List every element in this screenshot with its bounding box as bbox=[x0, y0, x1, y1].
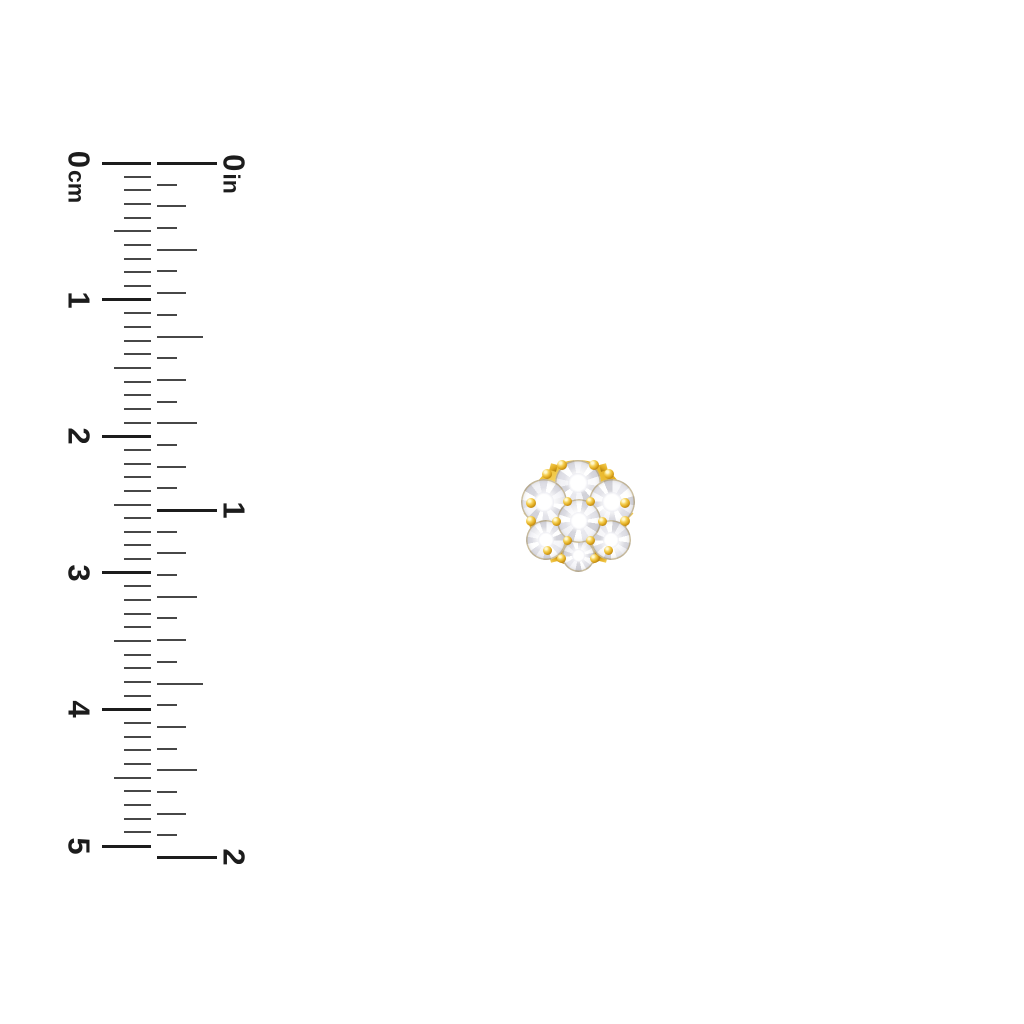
cm-tick bbox=[124, 463, 151, 465]
cm-tick bbox=[124, 558, 151, 560]
inch-tick bbox=[157, 856, 217, 859]
cm-tick bbox=[124, 722, 151, 724]
inch-unit-label: in bbox=[218, 173, 245, 194]
inch-tick bbox=[157, 379, 186, 381]
cm-tick bbox=[124, 613, 151, 615]
cm-tick bbox=[124, 203, 151, 205]
cm-tick bbox=[124, 449, 151, 451]
inch-tick bbox=[157, 205, 186, 207]
cm-label-0 bbox=[61, 150, 97, 204]
gold-bead-inner bbox=[563, 497, 572, 506]
cm-tick bbox=[124, 667, 151, 669]
cm-tick bbox=[124, 818, 151, 820]
cm-tick bbox=[124, 217, 151, 219]
cm-tick bbox=[124, 695, 151, 697]
inch-tick bbox=[157, 509, 217, 512]
cm-tick bbox=[124, 804, 151, 806]
inch-tick bbox=[157, 748, 177, 750]
cm-label-text: 0 bbox=[61, 150, 97, 168]
cm-tick bbox=[124, 749, 151, 751]
cm-tick bbox=[124, 258, 151, 260]
inch-tick bbox=[157, 357, 177, 359]
gold-bead-rim bbox=[557, 460, 567, 470]
cm-label-1 bbox=[61, 290, 97, 309]
gold-bead-rim bbox=[542, 469, 552, 479]
inch-tick bbox=[157, 726, 186, 728]
cm-tick bbox=[124, 490, 151, 492]
cm-label-text: 4 bbox=[61, 700, 97, 719]
inch-tick bbox=[157, 791, 177, 793]
inch-tick bbox=[157, 466, 186, 468]
inch-label-text: 1 bbox=[216, 501, 252, 519]
inch-tick bbox=[157, 184, 177, 186]
cm-tick bbox=[124, 585, 151, 587]
cm-tick bbox=[124, 626, 151, 628]
inch-tick bbox=[157, 444, 177, 446]
cm-tick bbox=[124, 681, 151, 683]
inch-label-1 bbox=[216, 501, 252, 519]
cm-label-4 bbox=[61, 700, 97, 719]
inch-tick bbox=[157, 661, 177, 663]
inch-tick bbox=[157, 531, 177, 533]
cm-label-2 bbox=[61, 427, 97, 445]
cm-tick bbox=[114, 777, 151, 779]
cm-label-text: 3 bbox=[61, 564, 97, 582]
cm-label-text: 2 bbox=[61, 427, 97, 445]
cm-tick bbox=[114, 504, 151, 506]
cm-tick bbox=[114, 230, 151, 232]
cm-tick bbox=[124, 599, 151, 601]
inch-tick bbox=[157, 227, 177, 229]
cm-unit-label: cm bbox=[63, 170, 90, 204]
inch-tick bbox=[157, 617, 177, 619]
cm-tick bbox=[102, 435, 151, 438]
cm-tick bbox=[102, 845, 151, 848]
inch-tick bbox=[157, 487, 177, 489]
inch-tick bbox=[157, 574, 177, 576]
inch-tick bbox=[157, 813, 186, 815]
inch-tick bbox=[157, 704, 177, 706]
cm-tick bbox=[124, 544, 151, 546]
gold-bead-inner bbox=[598, 517, 607, 526]
inch-label-2 bbox=[216, 848, 252, 866]
cm-tick bbox=[124, 394, 151, 396]
gold-bead-rim bbox=[543, 546, 552, 555]
cm-label-5 bbox=[61, 837, 97, 855]
inch-tick bbox=[157, 683, 203, 685]
inch-tick bbox=[157, 249, 197, 251]
cm-tick bbox=[102, 571, 151, 574]
gold-bead-rim bbox=[526, 498, 536, 508]
inch-tick bbox=[157, 639, 186, 641]
cm-tick bbox=[124, 340, 151, 342]
cm-tick bbox=[124, 408, 151, 410]
gold-bead-rim bbox=[604, 469, 614, 479]
cm-tick bbox=[124, 326, 151, 328]
cm-tick bbox=[114, 640, 151, 642]
cm-tick bbox=[102, 708, 151, 711]
inch-label-text: 2 bbox=[216, 848, 252, 866]
cm-tick bbox=[124, 763, 151, 765]
cm-tick bbox=[124, 531, 151, 533]
cm-tick bbox=[124, 176, 151, 178]
cm-tick bbox=[124, 831, 151, 833]
inch-label-text: 0 bbox=[216, 154, 252, 172]
cm-tick bbox=[124, 790, 151, 792]
cm-tick bbox=[124, 189, 151, 191]
cm-label-3 bbox=[61, 564, 97, 582]
cm-tick bbox=[114, 367, 151, 369]
gold-bead-rim bbox=[526, 516, 536, 526]
cm-tick bbox=[124, 353, 151, 355]
cm-label-text: 1 bbox=[61, 290, 97, 309]
cm-tick bbox=[102, 162, 151, 165]
cm-tick bbox=[124, 312, 151, 314]
gold-bead-rim bbox=[620, 516, 630, 526]
inch-tick bbox=[157, 422, 197, 424]
cm-tick bbox=[124, 285, 151, 287]
inch-tick bbox=[157, 270, 177, 272]
cm-tick bbox=[124, 517, 151, 519]
gold-bead-inner bbox=[552, 517, 561, 526]
cm-tick bbox=[102, 298, 151, 301]
inch-tick bbox=[157, 401, 177, 403]
inch-tick bbox=[157, 314, 177, 316]
inch-tick bbox=[157, 769, 197, 771]
inch-tick bbox=[157, 162, 217, 165]
gold-bead-rim bbox=[590, 554, 599, 563]
gold-bead-inner bbox=[586, 497, 595, 506]
cm-tick bbox=[124, 271, 151, 273]
inch-tick bbox=[157, 596, 197, 598]
cm-tick bbox=[124, 476, 151, 478]
cm-label-text: 5 bbox=[61, 837, 97, 855]
inch-label-0 bbox=[216, 154, 252, 194]
inch-tick bbox=[157, 292, 186, 294]
cm-tick bbox=[124, 422, 151, 424]
cm-tick bbox=[124, 244, 151, 246]
cm-tick bbox=[124, 381, 151, 383]
inch-tick bbox=[157, 834, 177, 836]
cm-tick bbox=[124, 654, 151, 656]
cm-tick bbox=[124, 736, 151, 738]
inch-tick bbox=[157, 336, 203, 338]
inch-tick bbox=[157, 552, 186, 554]
